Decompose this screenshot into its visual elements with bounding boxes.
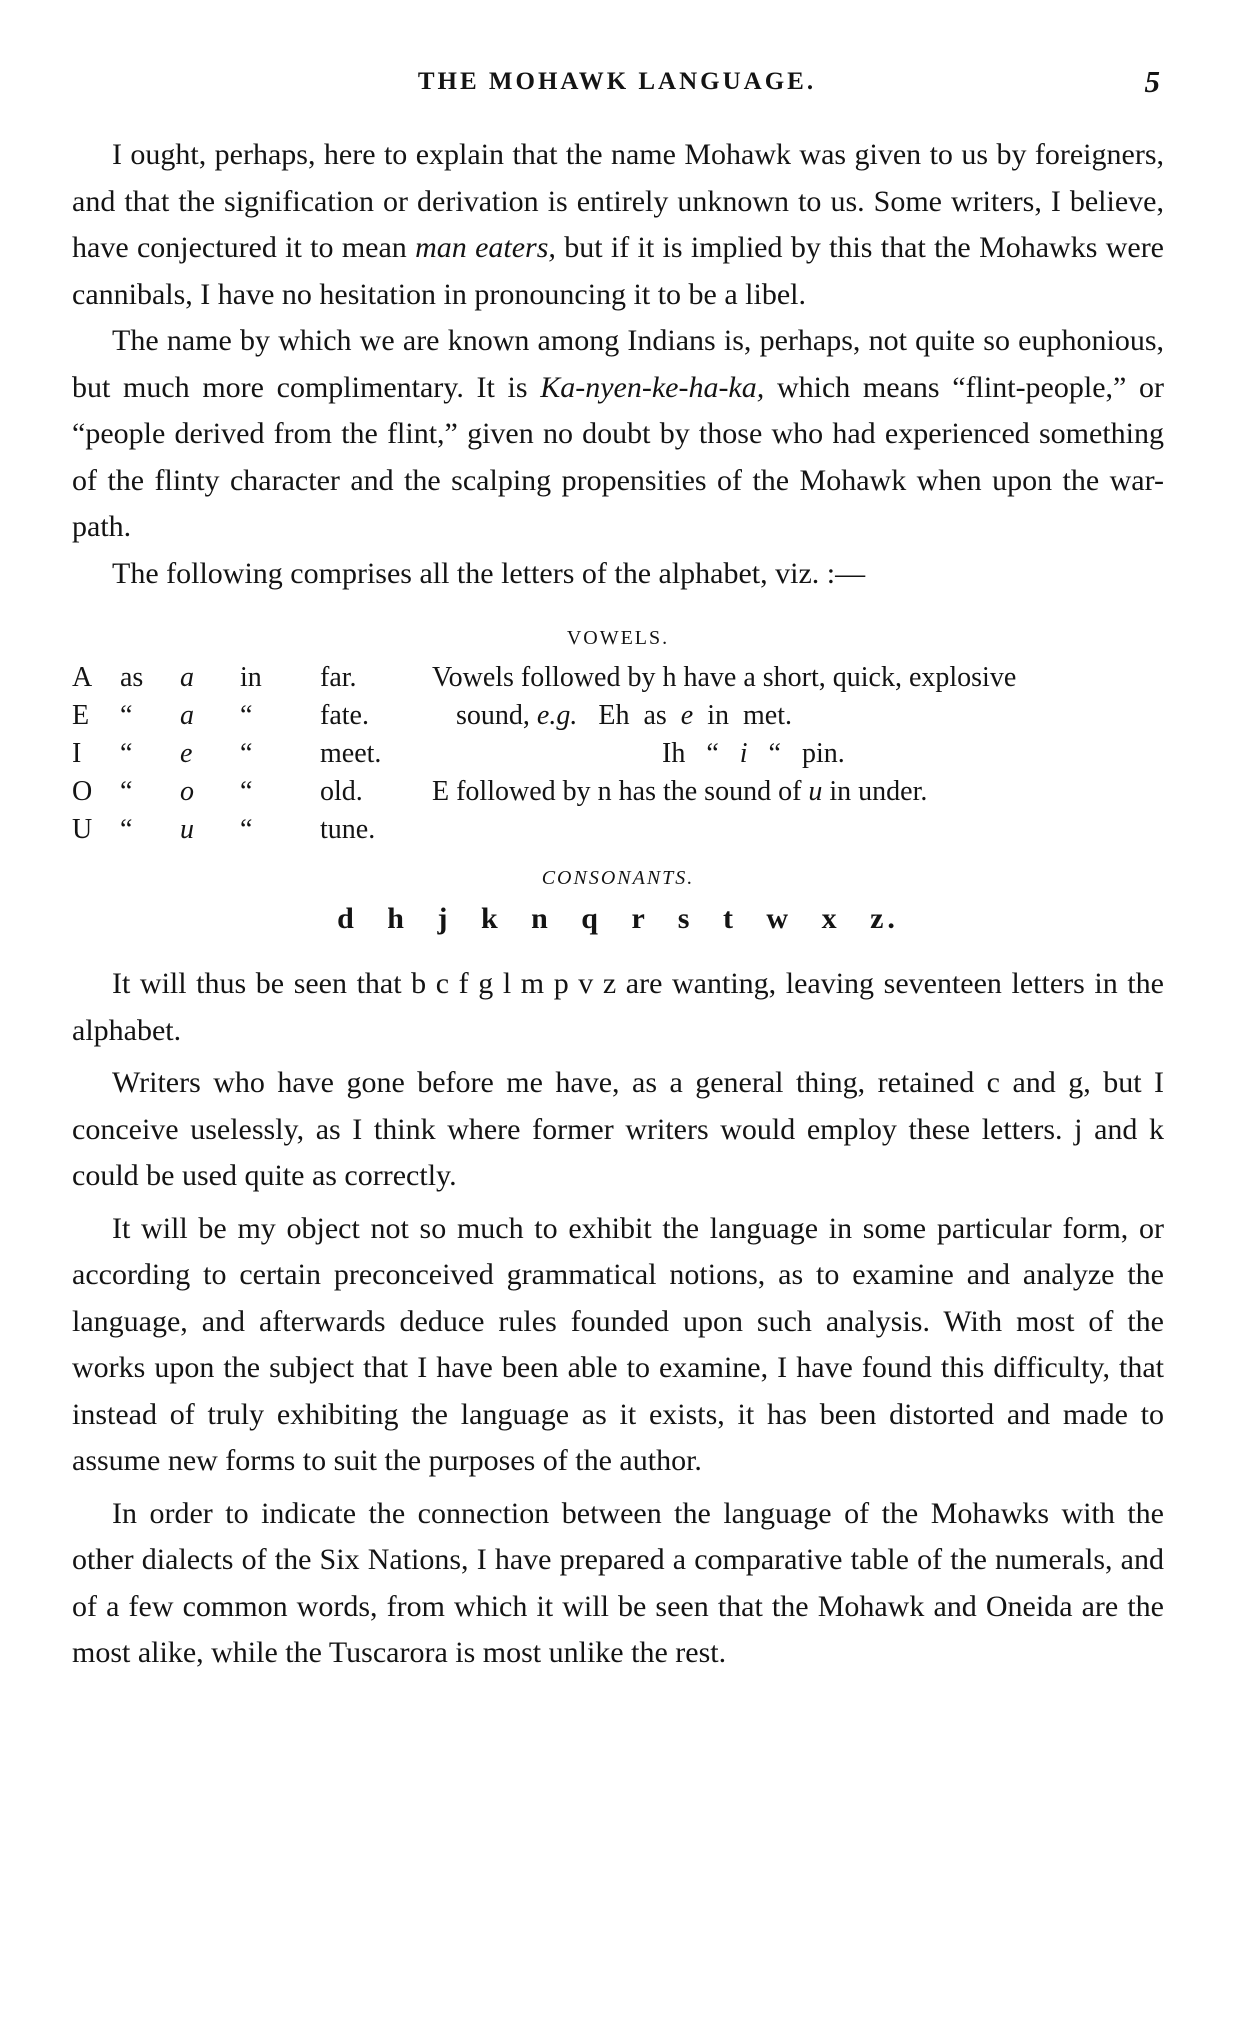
vowel-as: “ (120, 776, 133, 807)
vowel-note (432, 735, 1164, 773)
vowel-example: old. (320, 776, 363, 807)
vowel-example: fate. (320, 700, 369, 731)
paragraph-text: which means “flint-people,” or “people derived from the flint,” given no doubt by those who had experienced something of the flinty character and the scalping propensities of the Mohawk when upon the war-path. (72, 370, 1165, 543)
page-header (74, 62, 1160, 102)
vowel-note (432, 697, 1164, 735)
note-italic: i (739, 738, 748, 769)
vowel-in: “ (240, 738, 253, 769)
vowel-as: “ (120, 814, 133, 845)
vowel-in: “ (240, 776, 253, 807)
note-text: sound, (456, 700, 537, 731)
paragraph-comparative-table: In order to indicate the connection between the language of the Mohawks with the other dialects of the Six Nations, I have prepared a comparative table of the numerals, and of a few common words, from which it will be seen that the Mohawk and Oneida are the most alike, while the Tuscarora is most unlike the rest. (72, 1496, 1164, 1669)
vowel-in: “ (240, 700, 253, 731)
italic-phrase: man eaters, (415, 231, 556, 264)
paragraph-indian-name (72, 318, 1164, 551)
paragraph-mohawk-name (72, 132, 1164, 318)
vowel-letter: O (72, 776, 93, 807)
body-text (72, 132, 1164, 1677)
page-number: 5 (1144, 64, 1160, 99)
note-text: E followed by n has the sound of (432, 776, 809, 807)
vowel-row (72, 697, 432, 735)
vowel-list (72, 659, 432, 849)
vowel-as: as (120, 662, 144, 693)
vowel-example: tune. (320, 814, 376, 845)
vowel-row (72, 773, 432, 811)
consonants-list: d h j k n q r s t w x z. (337, 902, 899, 935)
vowel-row (72, 811, 432, 849)
paragraph-alphabet-intro: The following comprises all the letters of the alphabet, viz. :— (112, 556, 866, 590)
note-text: in under. (822, 776, 928, 807)
vowel-as: “ (120, 738, 133, 769)
vowel-sound: a (180, 662, 194, 693)
note-text: Ih “ (662, 738, 740, 769)
paragraph-missing-letters: It will thus be seen that b c f g l m p v z are wanting, leaving seventeen letters in the alphabet. (72, 967, 1164, 1047)
vowel-letter: A (72, 662, 93, 693)
italic-phrase: Ka-nyen-ke-ha-ka, (540, 370, 765, 404)
vowels-table (72, 659, 1164, 849)
vowel-letter: E (72, 700, 90, 731)
vowel-note (432, 773, 1164, 811)
vowel-sound: u (180, 814, 194, 845)
vowel-in: “ (240, 814, 253, 845)
paragraph-text: but if it is implied by this that the Mohawks were cannibals, I have no hesitation in pronouncing it to be a libel. (72, 231, 1165, 311)
vowel-example: far. (320, 662, 357, 693)
note-text: “ pin. (747, 738, 845, 769)
paragraph-text: The name by which we are known among Indians is, perhaps, not quite so euphonious, but much more complimentary. It is (72, 324, 1164, 404)
running-title: THE MOHAWK LANGUAGE. (417, 68, 817, 95)
vowel-sound: e (180, 738, 193, 769)
vowel-in: in (240, 662, 262, 693)
vowel-as: “ (120, 700, 133, 731)
vowel-sound: a (180, 700, 194, 731)
vowel-row (72, 659, 432, 697)
note-italic: u (808, 776, 823, 807)
note-italic: e (680, 700, 694, 731)
vowel-letter: I (72, 738, 82, 769)
consonants-heading: CONSONANTS. (541, 867, 695, 889)
vowels-heading: VOWELS. (566, 627, 670, 649)
vowel-letter: U (72, 814, 93, 845)
paragraph-object: It will be my object not so much to exhibit the language in some particular form, or according to certain preconceived grammatical notions, as to examine and analyze the language, and afterwards deduce rules founded upon such analysis. With most of the works upon the subject that I have been able to examine, I have found this difficulty, that instead of truly exhibiting the language as it exists, it has been distorted and made to assume new forms to suit the purposes of the author. (72, 1211, 1164, 1477)
paragraph-text: I ought, perhaps, here to explain that the name Mohawk was given to us by foreigners, and that the signification or derivation is entirely unknown to us. Some writers, I believe, have conjectured it to mean (72, 138, 1164, 264)
vowel-example: meet. (320, 738, 382, 769)
vowel-notes (432, 659, 1164, 849)
note-text: Eh as (577, 700, 681, 731)
paragraph-former-writers: Writers who have gone before me have, as a general thing, retained c and g, but I conceive uselessly, as I think where former writers would employ these letters. j and k could be used quite as correctly. (72, 1066, 1164, 1192)
note-text: in met. (693, 700, 792, 731)
vowel-note: Vowels followed by h have a short, quick, explosive (432, 662, 1017, 693)
note-italic: e.g. (536, 700, 578, 731)
vowel-row (72, 735, 432, 773)
vowel-sound: o (180, 776, 194, 807)
